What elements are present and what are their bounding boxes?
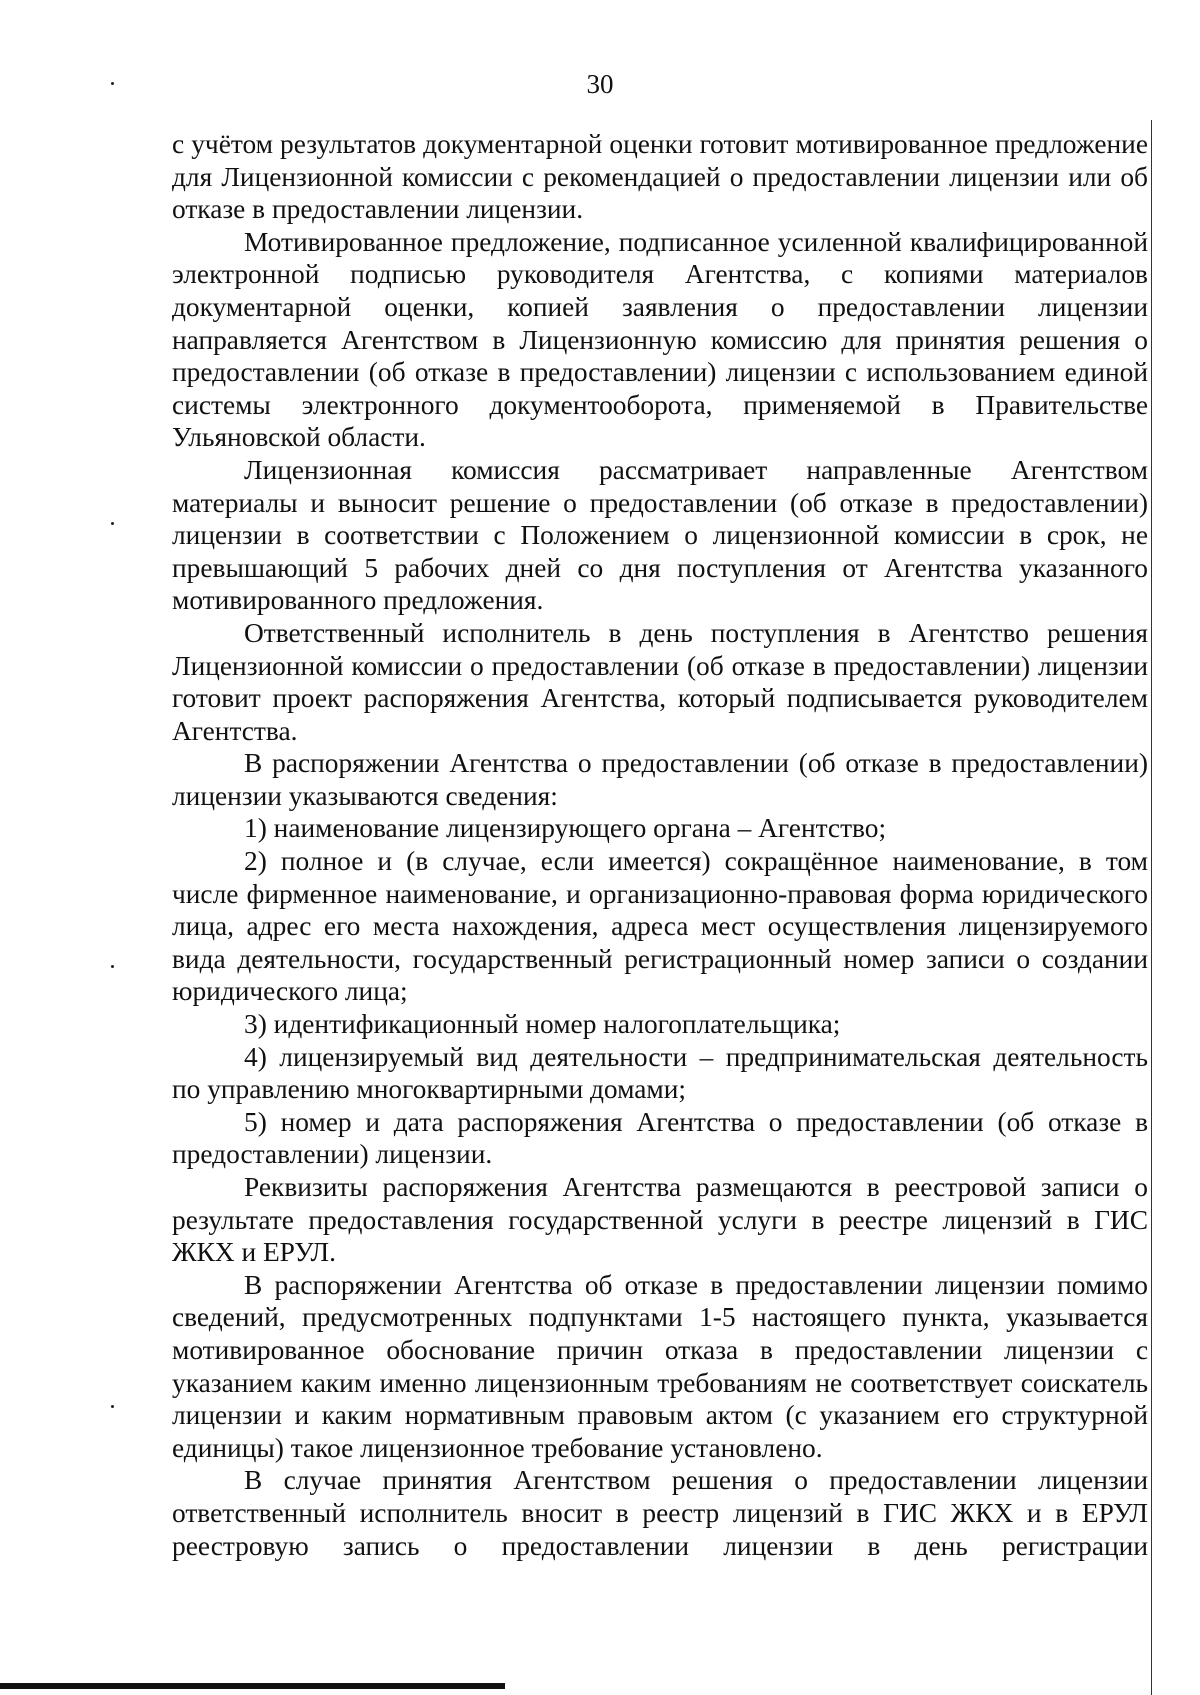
list-item-2: 2) полное и (в случае, если имеется) сокращённое наименование, в том числе фирменное наименование, и организационно-правовая форма юридического лица, адрес его места нахождения, адреса мест осуществления лицензируемого вида деятельности, государственный регистрационный номер записи о создании юридического лица; <box>172 846 1148 1007</box>
paragraph-3: Лицензионная комиссия рассматривает направленные Агентством материалы и выносит решение о предоставлении (об отказе в предоставлении) лицензии в соответствии с Положением о лицензионной комиссии в срок, не превышающий 5 рабочих дней со дня поступления от Агентства указанного мотивированного предложения. <box>172 454 1148 616</box>
list-item-3: 3) идентификационный номер налогоплательщика; <box>244 1009 841 1040</box>
list-item-5: 5) номер и дата распоряжения Агентства о предоставлении (об отказе в предоставлении) лицензии. <box>172 1106 1148 1170</box>
page-number: 30 <box>586 69 614 99</box>
scan-edge-line <box>1151 120 1152 1695</box>
paragraph-5: В распоряжении Агентства о предоставлении (об отказе в предоставлении) лицензии указываются сведения: <box>172 748 1148 811</box>
paragraph-4: Ответственный исполнитель в день поступления в Агентство решения Лицензионной комиссии о предоставлении (об отказе в предоставлении) лицензии готовит проект распоряжения Агентства, который подписывается руководителем Агентства. <box>172 617 1148 746</box>
paragraph-8: В случае принятия Агентством решения о предоставлении лицензии ответственный исполнитель вносит в реестр лицензий в ГИС ЖКХ и в ЕРУЛ реестровую запись о предоставлении лицензии в день регистрации <box>172 1465 1148 1561</box>
scan-speck <box>111 1405 114 1408</box>
paragraph-1: с учётом результатов документарной оценки готовит мотивированное предложение для Лицензионной комиссии с рекомендацией о предоставлении лицензии или об отказе в предоставлении лицензии. <box>172 129 1148 225</box>
document-body <box>172 128 1148 1562</box>
paragraph-6: Реквизиты распоряжения Агентства размещаются в реестровой записи о результате предоставления государственной услуги в реестре лицензий в ГИС ЖКХ и ЕРУЛ. <box>172 1172 1148 1268</box>
paragraph-7: В распоряжении Агентства об отказе в предоставлении лицензии помимо сведений, предусмотренных подпунктами 1-5 настоящего пункта, указывается мотивированное обоснование причин отказа в предоставлении лицензии с указанием каким именно лицензионным требованиям не соответствует соискатель лицензии и каким нормативным правовым актом (с указанием его структурной единицы) такое лицензионное требование установлено. <box>172 1269 1148 1463</box>
scan-speck <box>111 522 114 525</box>
paragraph-2: Мотивированное предложение, подписанное усиленной квалифицированной электронной подписью руководителя Агентства, с копиями материалов документарной оценки, копией заявления о предоставлении лицензии направляется Агентством в Лицензионную комиссию для принятия решения о предоставлении (об отказе в предоставлении) лицензии с использованием единой системы электронного документооборота, применяемой в Правительстве Ульяновской области. <box>172 226 1148 453</box>
scan-speck <box>111 82 114 85</box>
scan-bottom-bar <box>0 1683 505 1689</box>
list-item-4: 4) лицензируемый вид деятельности – предпринимательская деятельность по управлению многоквартирными домами; <box>172 1041 1148 1105</box>
list-item-1: 1) наименование лицензирующего органа – Агентство; <box>244 813 887 844</box>
scan-speck <box>111 965 114 968</box>
